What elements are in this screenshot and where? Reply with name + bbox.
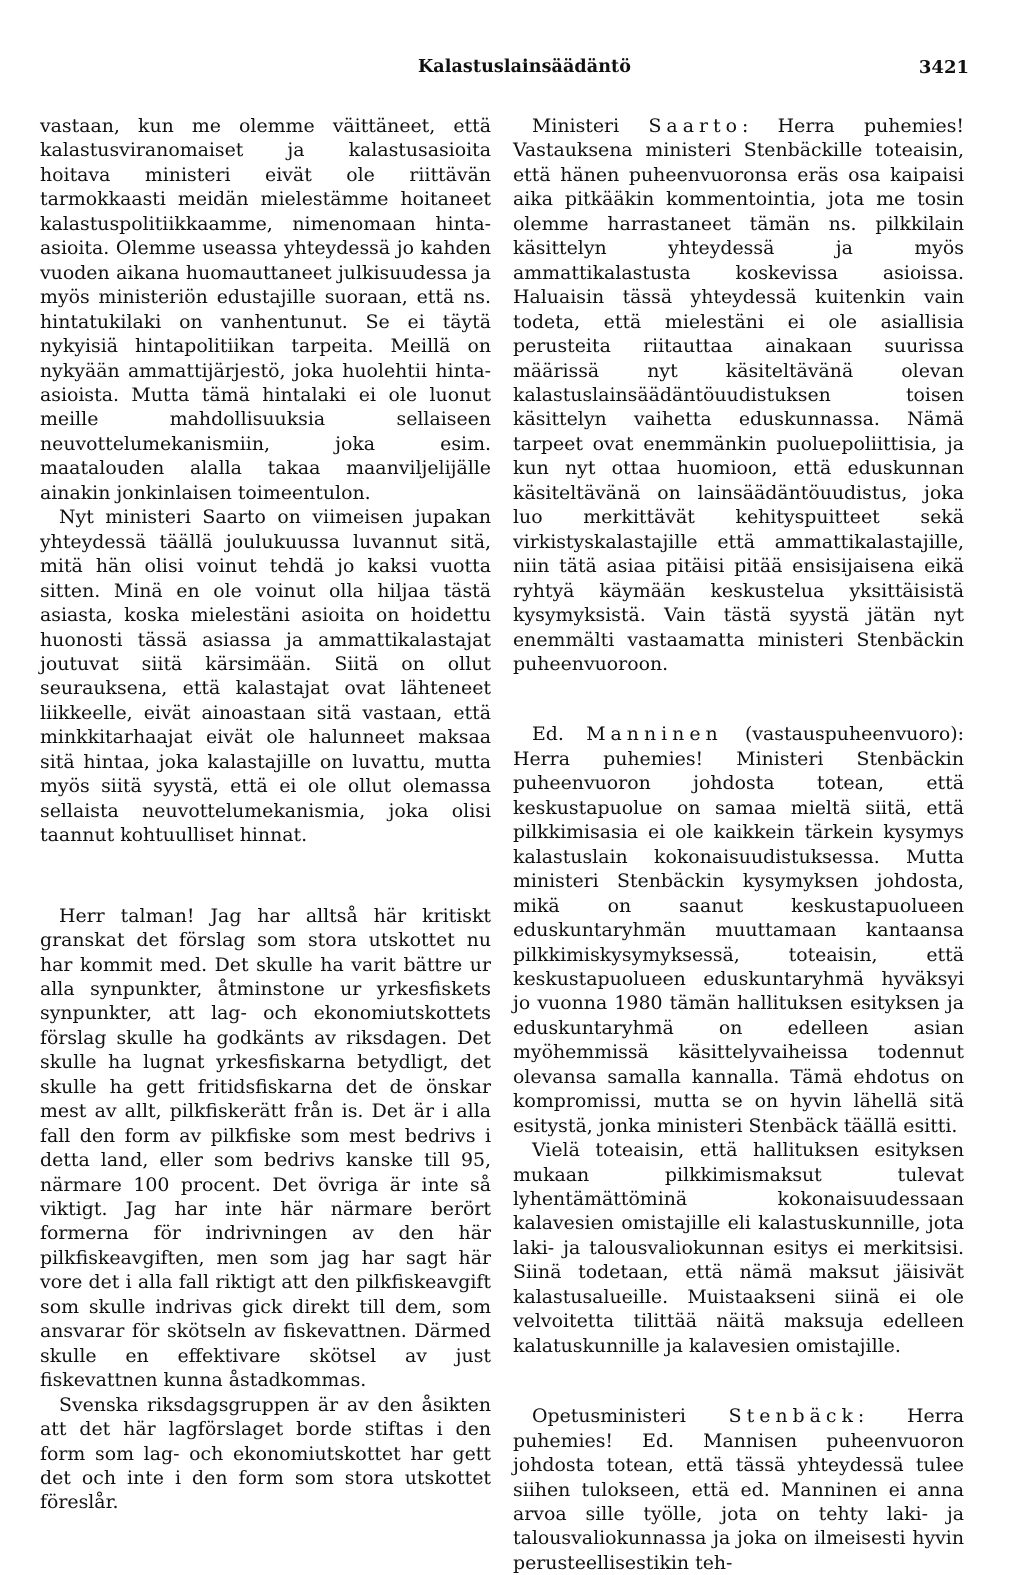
speech-text: : Herra puhemies! Ed. Mannisen puheenvuoron johdosta totean, että tässä yhteydessä tulee siihen tulokseen, että ed. Manninen ei anna arvoa sille työlle, jota on tehty laki- ja talousvaliokunnassa ja joka on ilmeisesti hyvin perusteellisestikin teh-: [513, 1405, 964, 1574]
paragraph: Nyt ministeri Saarto on viimeisen jupakan yhteydessä täällä joulukuussa luvannut sitä, mitä hän olisi voinut tehdä jo kaksi vuotta sitten. Minä en ole voinut olla hiljaa tästä asiasta, koska mielestäni asioita on hoidettu huonosti tässä asiassa ja ammattikalastajat joutuvat siitä kärsimään. Siitä on ollut seurauksena, että kalastajat ovat lähteneet liikkeelle, eivät ainoastaan sitä vastaan, että minkkitarhaajat eivät ole halunneet maksaa sitä hintaa, joka kalastajille on luvattu, mutta myös siitä syystä, että ei ole ollut olemassa sellaista neuvottelumekanismia, joka olisi taannut kohtuulliset hinnat.: [40, 506, 491, 847]
running-title: Kalastuslainsäädäntö: [418, 57, 631, 77]
speech-saarto: [513, 114, 964, 676]
speech-manninen: [513, 722, 964, 1138]
speaker-name: Manninen: [586, 723, 723, 746]
speaker-name: Saarto: [648, 115, 742, 137]
section-gap: [40, 848, 491, 904]
paragraph-continued: vastaan, kun me olemme väittäneet, että kalastusviranomaiset ja kalastusasioita hoitava ministeri eivät ole riittävän tarmokkaasti meidän mielestämme hoitaneet kalastuspolitiikkaamme, nimenomaan hinta-asioita. Olemme useassa yhteydessä jo kahden vuoden aikana huomauttaneet julkisuudessa ja myös ministeriön edustajille suoraan, että ns. hintatukilaki on vanhentunut. Se ei täytä nykyisiä hintapolitiikan tarpeita. Meillä on nykyään ammattijärjestö, joka huolehtii hinta-asioista. Mutta tämä hintalaki ei ole luonut meille mahdollisuuksia sellaiseen neuvottelumekanismiin, joka esim. maatalouden alalla takaa maanviljelijälle ainakin jonkinlaisen toimeentulon.: [40, 115, 491, 504]
section-gap: [513, 1358, 964, 1404]
speaker-title: Opetusministeri: [532, 1405, 729, 1428]
running-header: [0, 57, 1024, 87]
speech-text: : Herra puhemies! Vastauksena ministeri Stenbäckille toteaisin, että hänen puheenvuoronsa eräs osa kaipaisi aika pitkääkin kommentointia, jota me tosin olemme harrastaneet tämän ns. pilkkilain käsittelyn yhteydessä ja myös ammattikalastusta koskevissa asioissa. Haluaisin tässä yhteydessä kuitenkin vain todeta, että mielestäni ei ole asiallisia perusteita riitauttaa ainakaan suurissa määrissä nyt käsiteltävänä olevan kalastuslainsäädäntöuudistuksen toisen käsittelyn vaihetta eduskunnassa. Nämä tarpeet ovat enemmänkin puoluepoliittisia, ja kun nyt ottaa huomioon, että eduskunnan käsiteltävänä on lainsäädäntöuudistus, joka luo merkittävät kehityspuitteet sekä virkistyskalastajille että ammattikalastajille, niin tätä asiaa pitäisi pitää ensisijaisena eikä ryhtyä käymään keskustelua yksittäisistä kysymyksistä. Vain tästä syystä jätän nyt enemmälti vastaamatta ministeri Stenbäckin puheenvuoroon.: [513, 115, 965, 675]
speech-text: (vastauspuheenvuoro): Herra puhemies! Ministeri Stenbäckin puheenvuoron johdosta totean, että keskustapuolue on samaa mieltä siitä, että pilkkimisasia ei ole kaikkein tärkein kysymys kalastuslain kokonaisuudistuksessa. Mutta ministeri Stenbäckin kysymyksen johdosta, mikä on saanut keskustapuolueen eduskuntaryhmän muuttamaan kantaansa pilkkimiskysymyksessä, toteaisin, että keskustapuolueen eduskuntaryhmä hyväksyi jo vuonna 1980 tämän hallituksen esityksen ja eduskuntaryhmä on edelleen asian myöhemmissä käsittelyvaiheissa todennut olevansa samalla kannalla. Tämä ehdotus on kompromissi, mutta se on hyvin lähellä sitä esitystä, jonka ministeri Stenbäck täällä esitti.: [513, 723, 964, 1137]
speaker-name: Stenbäck: [728, 1405, 858, 1428]
section-gap: [513, 676, 964, 722]
paragraph-swedish: Svenska riksdagsgruppen är av den åsikten att det här lagförslaget borde stiftas i den form som lag- och ekonomiutskottet har gett det och inte i den form som stora utskottet föreslår.: [40, 1393, 491, 1514]
paragraph: Vielä toteaisin, että hallituksen esityksen mukaan pilkkimismaksut tulevat lyhentämättöminä kokonaisuudessaan kalavesien omistajille eli kalastuskunnille, jota laki- ja talousvaliokunnan esitys ei merkitsisi. Siinä todetaan, että nämä maksut jäisivät kalastusalueille. Muistaakseni siinä ei ole velvoitetta tilittää näitä maksuja edelleen kalatuskunnille ja kalavesien omistajille.: [513, 1139, 964, 1357]
paragraph-swedish: Herr talman! Jag har alltså här kritiskt granskat det förslag som stora utskottet nu har kommit med. Det skulle ha varit bättre ur alla synpunkter, åtminstone ur yrkesfiskets synpunkter, att lag- och ekonomiutskottets förslag skulle ha godkänts av riksdagen. Det skulle ha lugnat yrkesfiskarna betydligt, det skulle ha gett fritidsfiskarna det de önskar mest av allt, pilkfiskerätt från is. Det är i alla fall den form av pilkfiske som mest bedrivs i detta land, eller som bedrivs kanske till 95, närmare 100 procent. Det övriga är inte så viktigt. Jag har inte här närmare berört formerna för indrivningen av den här pilkfiskeavgiften, men som jag har sagt här vore det i alla fall riktigt att den pilkfiskeavgift som skulle indrivas gick direkt till dem, som ansvarar för skötseln av fiskevattnen. Därmed skulle en effektivare skötsel av just fiskevattnen kunna åstadkommas.: [40, 904, 491, 1392]
speech-stenback: [513, 1404, 964, 1575]
speaker-title: Ministeri: [532, 115, 649, 137]
page-number: 3421: [918, 57, 969, 78]
left-column: [40, 114, 491, 1515]
speaker-title: Ed.: [532, 723, 587, 746]
right-column: [513, 114, 964, 1575]
